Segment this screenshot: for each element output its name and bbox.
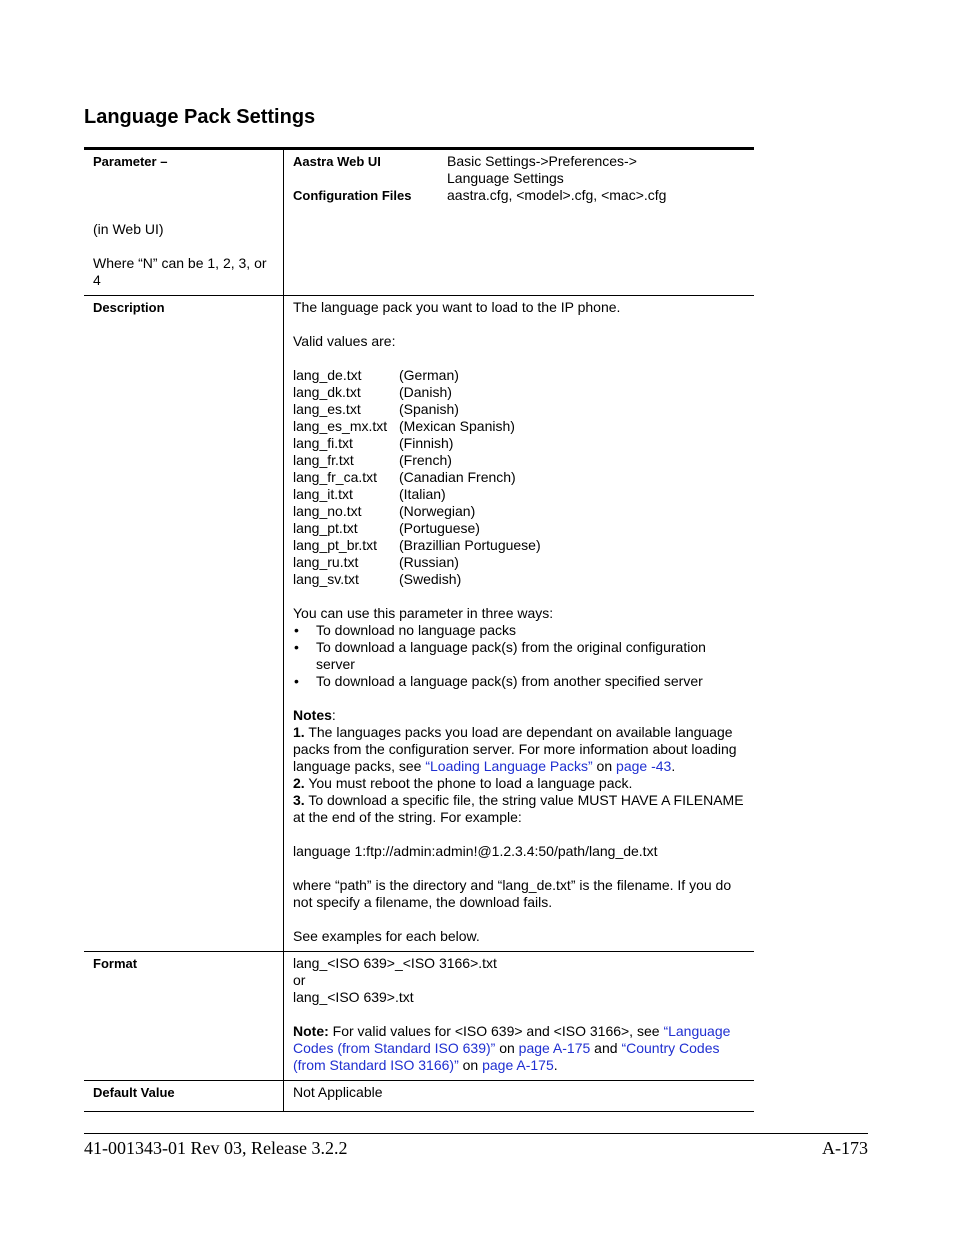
language-name: (Swedish) xyxy=(399,571,462,587)
language-item xyxy=(293,384,748,401)
ways-intro: You can use this parameter in three ways: xyxy=(293,605,554,621)
language-name: (Finnish) xyxy=(399,435,454,451)
format-value-cell xyxy=(284,952,755,1081)
loading-language-packs-link[interactable]: “Loading Language Packs” xyxy=(425,758,593,774)
language-file: lang_dk.txt xyxy=(293,384,361,400)
format-line-3: lang_<ISO 639>.txt xyxy=(293,989,414,1005)
language-name: (Portuguese) xyxy=(399,520,480,536)
language-name: (Brazillian Portuguese) xyxy=(399,537,541,553)
note-1: 1. The languages packs you load are dependant on available language packs from the configuration server. For more information about loading language packs, see “Loading Language Packs” on page -43. xyxy=(293,724,737,774)
footer-page-number: A-173 xyxy=(822,1138,868,1158)
default-value: Not Applicable xyxy=(293,1084,383,1100)
language-file: lang_fr.txt xyxy=(293,452,354,468)
example-explanation: where “path” is the directory and “lang_de.txt” is the filename. If you do not specify a filename, the download fails. xyxy=(293,877,732,910)
section-title: Language Pack Settings xyxy=(84,106,316,128)
page-a175-link-1[interactable]: page A-175 xyxy=(518,1040,591,1056)
language-file: lang_fr_ca.txt xyxy=(293,469,378,485)
language-file: lang_es_mx.txt xyxy=(293,418,388,434)
language-name: (Danish) xyxy=(399,384,452,400)
bullet-icon: • xyxy=(294,639,299,655)
bullet-icon: • xyxy=(294,622,299,638)
language-item xyxy=(293,486,748,503)
default-value-cell xyxy=(284,1081,755,1112)
language-file: lang_es.txt xyxy=(293,401,361,417)
web-ui-path xyxy=(293,153,748,187)
footer-divider xyxy=(84,1133,868,1134)
language-name: (Spanish) xyxy=(399,401,459,417)
parameter-value-cell xyxy=(284,149,755,296)
language-name: (Canadian French) xyxy=(399,469,516,485)
language-item xyxy=(293,503,748,520)
language-file: lang_no.txt xyxy=(293,503,362,519)
parameter-row xyxy=(84,149,754,296)
description-row xyxy=(84,296,754,952)
description-intro: The language pack you want to load to the IP phone. xyxy=(293,299,621,315)
config-files-value: aastra.cfg, <model>.cfg, <mac>.cfg xyxy=(447,187,667,203)
bullet-icon: • xyxy=(294,673,299,689)
language-item xyxy=(293,435,748,452)
language-name: (Italian) xyxy=(399,486,446,502)
see-examples-note: See examples for each below. xyxy=(293,928,480,944)
language-list xyxy=(293,367,748,588)
language-item xyxy=(293,452,748,469)
format-line-2: or xyxy=(293,972,306,988)
parameter-label-cell xyxy=(84,149,284,296)
description-value-cell xyxy=(284,296,755,952)
default-value-row xyxy=(84,1081,754,1112)
list-item xyxy=(293,622,748,639)
list-item-text: To download a language pack(s) from another specified server xyxy=(316,673,703,689)
list-item-text: To download a language pack(s) from the original configuration server xyxy=(316,639,706,672)
valid-values-label: Valid values are: xyxy=(293,333,396,349)
language-file: lang_sv.txt xyxy=(293,571,359,587)
list-item xyxy=(293,639,748,673)
parameter-table xyxy=(84,147,754,1112)
config-files xyxy=(293,187,748,204)
footer-doc-id: 41-001343-01 Rev 03, Release 3.2.2 xyxy=(84,1138,348,1158)
language-item xyxy=(293,401,748,418)
language-item xyxy=(293,469,748,486)
web-ui-value: Basic Settings->Preferences-> Language Settings xyxy=(447,153,637,186)
language-file: lang_de.txt xyxy=(293,367,362,383)
parameter-label: Parameter – xyxy=(93,154,168,169)
note-2: 2. You must reboot the phone to load a language pack. xyxy=(293,775,633,791)
format-row xyxy=(84,952,754,1081)
config-files-label: Configuration Files xyxy=(293,188,412,203)
language-item xyxy=(293,367,748,384)
web-ui-label: Aastra Web UI xyxy=(293,154,381,169)
description-label: Description xyxy=(93,300,165,315)
format-label: Format xyxy=(93,956,138,971)
language-file: lang_ru.txt xyxy=(293,554,359,570)
country-codes-link[interactable]: “Country Codes (from Standard ISO 3166)” xyxy=(293,1040,720,1073)
language-file: lang_it.txt xyxy=(293,486,353,502)
where-n-note: Where “N” can be 1, 2, 3, or 4 xyxy=(93,255,267,288)
ways-list xyxy=(293,622,748,690)
list-item-text: To download no language packs xyxy=(316,622,517,638)
language-name: (Russian) xyxy=(399,554,459,570)
language-item xyxy=(293,520,748,537)
language-name: (Norwegian) xyxy=(399,503,476,519)
page-43-link[interactable]: page -43 xyxy=(616,758,672,774)
language-name: (German) xyxy=(399,367,459,383)
language-item xyxy=(293,554,748,571)
language-file: lang_fi.txt xyxy=(293,435,353,451)
format-note: Note: For valid values for <ISO 639> and <ISO 3166>, see “Language Codes (from Standard ISO 639)” on page A-175 and “Country Codes (from Standard ISO 3166)” on page A-175. xyxy=(293,1023,731,1073)
language-item xyxy=(293,418,748,435)
default-value-label-cell xyxy=(84,1081,284,1112)
language-name: (French) xyxy=(399,452,452,468)
note-3: 3. To download a specific file, the string value MUST HAVE A FILENAME at the end of the string. For example: xyxy=(293,792,744,825)
format-label-cell xyxy=(84,952,284,1081)
language-file: lang_pt_br.txt xyxy=(293,537,378,553)
language-item xyxy=(293,571,748,588)
language-file: lang_pt.txt xyxy=(293,520,358,536)
language-codes-link[interactable]: “Language Codes (from Standard ISO 639)” xyxy=(293,1023,731,1056)
format-line-1: lang_<ISO 639>_<ISO 3166>.txt xyxy=(293,955,497,971)
example-string: language 1:ftp://admin:admin!@1.2.3.4:50/path/lang_de.txt xyxy=(293,843,658,859)
in-web-ui-note: (in Web UI) xyxy=(93,221,164,237)
notes-heading: Notes: xyxy=(293,707,336,723)
description-label-cell xyxy=(84,296,284,952)
language-item xyxy=(293,537,748,554)
page-a175-link-2[interactable]: page A-175 xyxy=(482,1057,554,1073)
language-name: (Mexican Spanish) xyxy=(399,418,515,434)
list-item xyxy=(293,673,748,690)
default-value-label: Default Value xyxy=(93,1085,175,1100)
